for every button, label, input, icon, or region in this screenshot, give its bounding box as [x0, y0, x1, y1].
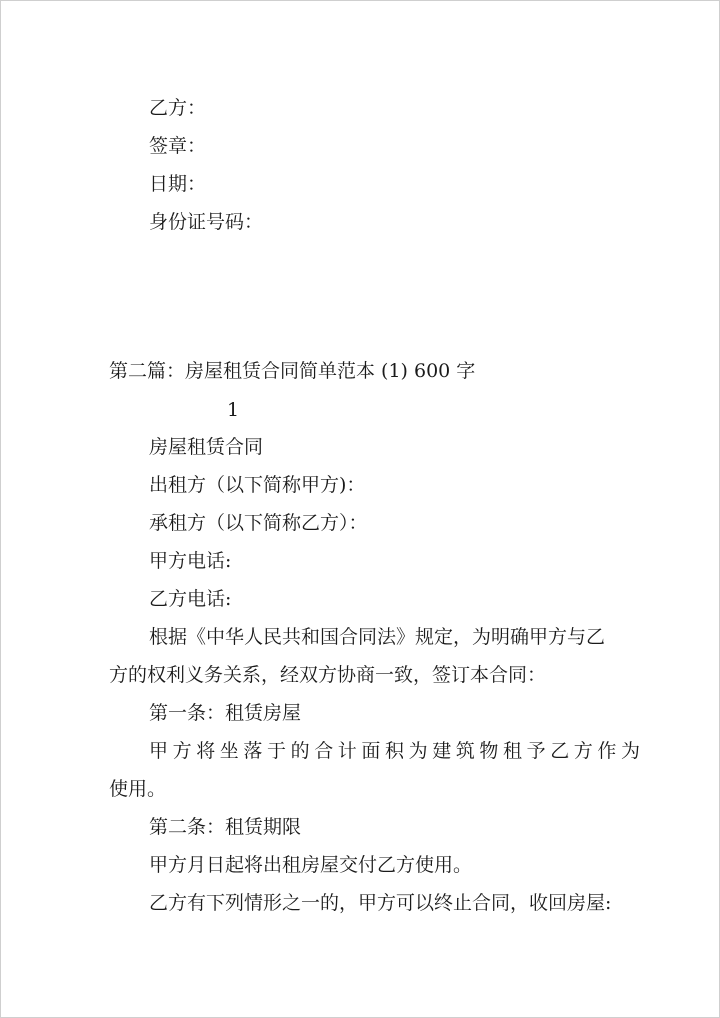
date-label: 日期： — [149, 173, 207, 195]
article-2-text-line-1: 甲方月日起将出租房屋交付乙方使用。 — [149, 854, 473, 876]
article-1-text-line-1: 甲方将坐落于的合计面积为建筑物租予乙方作为 — [149, 740, 645, 762]
article-2-text-line-2: 乙方有下列情形之一的，甲方可以终止合同，收回房屋: — [149, 892, 612, 914]
id-number-label: 身份证号码： — [149, 211, 264, 233]
section-heading: 第二篇：房屋租赁合同简单范本 (1) 600 字 — [109, 360, 476, 382]
article-2-heading: 第二条：租赁期限 — [149, 816, 302, 838]
party-b-label: 乙方： — [149, 97, 207, 119]
party-a-phone-line: 甲方电话: — [149, 550, 232, 572]
article-1-heading: 第一条：租赁房屋 — [149, 702, 302, 724]
contract-title: 房屋租赁合同 — [149, 436, 264, 458]
page-number: 1 — [227, 399, 240, 421]
party-b-phone-line: 乙方电话: — [149, 588, 232, 610]
signature-label: 签章： — [149, 135, 207, 157]
article-1-text-line-2: 使用。 — [109, 778, 167, 800]
lessee-line: 承租方（以下简称乙方）： — [149, 512, 368, 534]
preamble-line-1: 根据《中华人民共和国合同法》规定，为明确甲方与乙 — [149, 626, 606, 648]
lessor-line: 出租方（以下简称甲方)： — [149, 474, 366, 496]
preamble-line-2: 方的权利义务关系，经双方协商一致，签订本合同： — [109, 664, 547, 686]
